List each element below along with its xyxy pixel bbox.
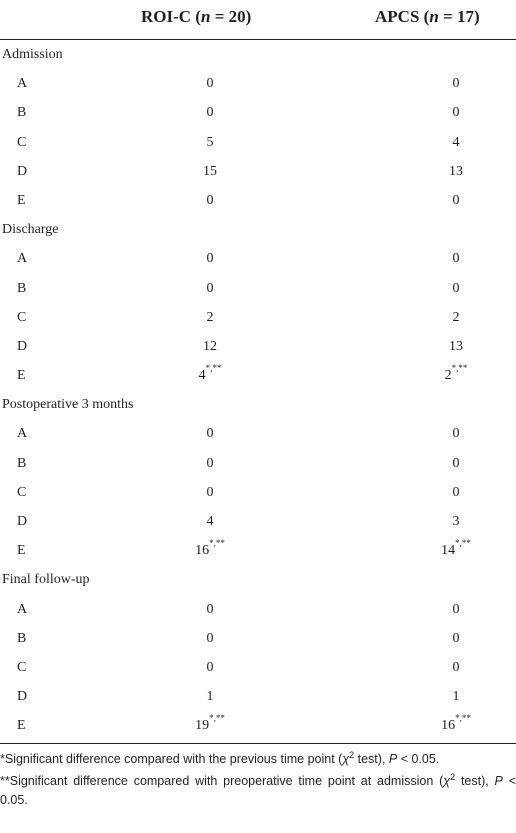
table-row <box>0 449 516 478</box>
table-header <box>0 0 516 40</box>
significance-marker: *,** <box>451 363 468 374</box>
grade-label: A <box>17 76 28 92</box>
grade-label: D <box>17 689 28 705</box>
significance-marker: *,** <box>209 713 225 724</box>
significance-marker: *,** <box>455 538 471 549</box>
roi-c-count: 19 <box>195 718 210 734</box>
grade-label: B <box>17 280 27 296</box>
table-row <box>0 507 516 536</box>
roi-c-count: 2 <box>206 309 214 325</box>
table-row <box>0 711 516 740</box>
roi-c-count: 0 <box>206 251 214 267</box>
table-row <box>0 361 516 390</box>
grade-label: C <box>17 134 27 150</box>
roi-c-count: 0 <box>206 192 214 208</box>
table-row <box>0 69 516 98</box>
apcs-count: 0 <box>452 601 460 617</box>
table-bottom-rule <box>0 743 516 744</box>
table-row <box>0 536 516 565</box>
section-row <box>0 215 516 244</box>
significance-marker: *,** <box>455 713 471 724</box>
footnote-admission-time-point: **Significant difference compared with preoperative time point at admission ($\chi^2$ test), P < 0.05. <box>0 772 516 807</box>
section-row <box>0 40 516 69</box>
table-footnotes <box>0 750 516 813</box>
roi-c-count: 16 <box>195 543 210 559</box>
apcs-count: 0 <box>452 426 460 442</box>
grade-label: D <box>17 163 28 179</box>
roi-c-count: 0 <box>206 659 214 675</box>
grade-label: B <box>17 630 27 646</box>
table-row <box>0 98 516 127</box>
apcs-count: 0 <box>452 659 460 675</box>
apcs-count: 13 <box>449 338 463 354</box>
roi-c-count: 4 <box>206 514 214 529</box>
apcs-count: 14 <box>441 543 456 559</box>
grade-label: C <box>17 309 27 325</box>
apcs-count: 0 <box>452 192 460 208</box>
significance-marker: *,** <box>205 363 222 374</box>
apcs-count: 2 <box>444 368 452 384</box>
apcs-count: 4 <box>452 134 460 150</box>
roi-c-count: 5 <box>206 134 214 150</box>
apcs-count: 2 <box>452 309 460 325</box>
grade-label: E <box>17 718 26 734</box>
apcs-count: 3 <box>452 514 460 529</box>
table-row <box>0 274 516 303</box>
roi-c-count: 0 <box>206 630 214 646</box>
section-label: Discharge <box>2 222 59 238</box>
apcs-count: 0 <box>452 280 460 296</box>
roi-c-count: 0 <box>206 601 214 617</box>
column-header-roi-c: ROI-C (n = 20) <box>141 7 252 26</box>
apcs-count: 0 <box>452 630 460 646</box>
grade-label: A <box>17 426 28 442</box>
section-label: Postoperative 3 months <box>2 397 134 413</box>
grade-label: E <box>17 543 26 559</box>
grade-label: B <box>17 455 27 471</box>
footnote-previous-time-point: *Significant difference compared with the previous time point ($\chi^2$ test), P < 0.05. <box>0 750 440 766</box>
grade-label: D <box>17 514 28 529</box>
apcs-count: 0 <box>452 484 460 500</box>
roi-c-count: 4 <box>198 368 206 384</box>
roi-c-count: 0 <box>206 76 214 92</box>
table-row <box>0 595 516 624</box>
grade-label: B <box>17 105 27 121</box>
table-row <box>0 332 516 361</box>
apcs-count: 16 <box>441 718 456 734</box>
apcs-count: 0 <box>452 105 460 121</box>
section-label: Final follow-up <box>2 572 90 588</box>
grade-label: C <box>17 484 27 500</box>
apcs-count: 0 <box>452 455 460 471</box>
roi-c-count: 0 <box>206 455 214 471</box>
grade-label: E <box>17 368 26 384</box>
roi-c-count: 0 <box>206 280 214 296</box>
table-row <box>0 624 516 653</box>
roi-c-count: 0 <box>206 426 214 442</box>
table-row <box>0 186 516 215</box>
column-header-apcs: APCS (n = 17) <box>375 7 480 26</box>
grade-label: D <box>17 338 28 354</box>
section-row <box>0 390 516 419</box>
table-row <box>0 419 516 448</box>
grade-label: A <box>17 601 28 617</box>
table-row <box>0 682 516 711</box>
roi-c-count: 0 <box>206 484 214 500</box>
grade-label: A <box>17 251 28 267</box>
roi-c-count: 1 <box>206 689 214 705</box>
apcs-count: 13 <box>449 163 463 179</box>
table-row <box>0 653 516 682</box>
apcs-count: 0 <box>452 251 460 267</box>
roi-c-count: 0 <box>206 105 214 121</box>
section-row <box>0 565 516 594</box>
roi-c-count: 15 <box>203 163 217 179</box>
table-row <box>0 157 516 186</box>
section-label: Admission <box>2 47 63 62</box>
table-row <box>0 303 516 332</box>
apcs-count: 0 <box>452 76 460 92</box>
table-row <box>0 478 516 507</box>
grade-label: C <box>17 659 27 675</box>
significance-marker: *,** <box>209 538 225 549</box>
roi-c-count: 12 <box>203 338 217 354</box>
table-body <box>0 40 516 741</box>
table-row <box>0 244 516 273</box>
table-row <box>0 128 516 157</box>
grade-label: E <box>17 192 26 208</box>
apcs-count: 1 <box>452 689 460 705</box>
